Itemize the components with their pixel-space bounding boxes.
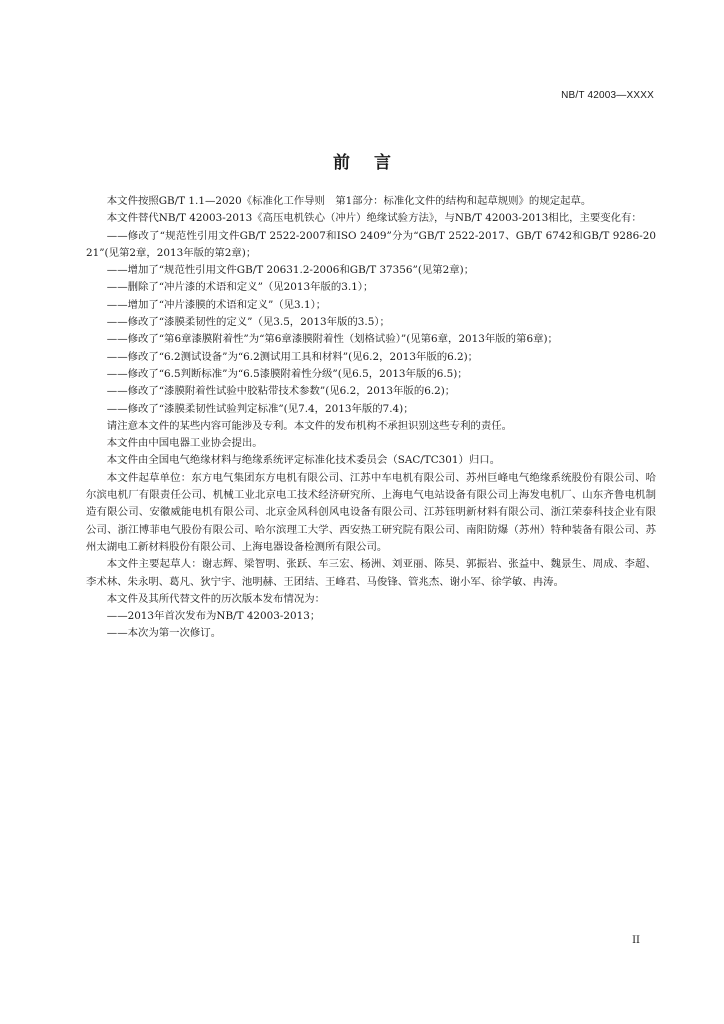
patent-notice: 请注意本文件的某些内容可能涉及专利。本文件的发布机构不承担识别这些专利的责任。	[106, 419, 513, 432]
version-history-intro: 本文件及其所代替文件的历次版本发布情况为：	[106, 592, 325, 605]
page-number: II	[632, 935, 640, 946]
change-item: ——修改了“规范性引用文件GB/T 2522-2007和ISO 2409”分为“GB/T 2522-2017、GB/T 6742和GB/T 9286-2021”(见第2章，2013年版的第2章)；	[86, 229, 656, 259]
change-item: ——修改了“漆膜柔韧性试验判定标准”(见7.4，2013年版的7.4)；	[106, 402, 414, 415]
proposer-statement: 本文件由中国电器工业协会提出。	[106, 437, 263, 450]
change-item: ——修改了“漆膜附着性试验中胶粘带技术参数”(见6.2，2013年版的6.2)；	[106, 385, 456, 398]
change-item: ——修改了“6.5判断标准”为“6.5漆膜附着性分级”(见6.5，2013年版的6.5)；	[106, 367, 468, 380]
change-item: ——增加了“规范性引用文件GB/T 20631.2-2006和GB/T 37356”(见第2章)；	[106, 264, 475, 277]
change-item: ——增加了“冲片漆膜的术语和定义”（见3.1）；	[106, 298, 327, 311]
change-item: ——删除了“冲片漆的术语和定义”（见2013年版的3.1）；	[106, 281, 374, 294]
change-item: ——修改了“第6章漆膜附着性”为“第6章漆膜附着性（划格试验）”(见第6章，2013年版的第6章)；	[106, 333, 558, 346]
version-history-item: ——本次为第一次修订。	[106, 627, 222, 640]
drafting-units: 本文件起草单位：东方电气集团东方电机有限公司、江苏中车电机有限公司、苏州巨峰电气绝缘系统股份有限公司、哈尔滨电机厂有限责任公司、机械工业北京电工技术经济研究所、上海电气电站设备有限公司上海发电机厂、山东齐鲁电机制造有限公司、安徽威能电机有限公司、北京金风科创风电设备有限公司、江苏钰明新材料有限公司、浙江荣泰科技企业有限公司、浙江博菲电气股份有限公司、哈尔滨理工大学、西安热工研究院有限公司、南阳防爆（苏州）特种装备有限公司、苏州太湖电工新材料股份有限公司、上海电器设备检测所有限公司。	[86, 471, 656, 553]
page-title: 前言	[333, 153, 415, 173]
change-item: ——修改了“6.2测试设备”为“6.2测试用工具和材料”(见6.2，2013年版的6.2)；	[106, 350, 479, 363]
header-standard-code: NB/T 42003—XXXX	[561, 90, 654, 101]
paragraph: 本文件替代NB/T 42003-2013《高压电机铁心（冲片）绝缘试验方法》，与NB/T 42003-2013相比，主要变化有：	[106, 212, 642, 225]
change-item: ——修改了“漆膜柔韧性的定义”（见3.5，2013年版的3.5）；	[106, 316, 390, 329]
paragraph: 本文件按照GB/T 1.1—2020《标准化工作导则 第1部分：标准化文件的结构和起草规则》的规定起草。	[106, 195, 592, 207]
version-history-item: ——2013年首次发布为NB/T 42003-2013；	[106, 610, 321, 623]
drafters: 本文件主要起草人：谢志辉、梁智明、张跃、车三宏、杨洲、刘亚丽、陈昊、郭振岩、张益中、魏景生、周成、李超、李术林、朱永明、葛凡、狄宁宇、池明赫、王团结、王峰君、马俊锋、管兆杰、谢小军、徐学敏、冉涛。	[86, 558, 656, 588]
committee-statement: 本文件由全国电气绝缘材料与绝缘系统评定标准化技术委员会（SAC/TC301）归口。	[106, 454, 501, 467]
document-body	[86, 193, 656, 643]
